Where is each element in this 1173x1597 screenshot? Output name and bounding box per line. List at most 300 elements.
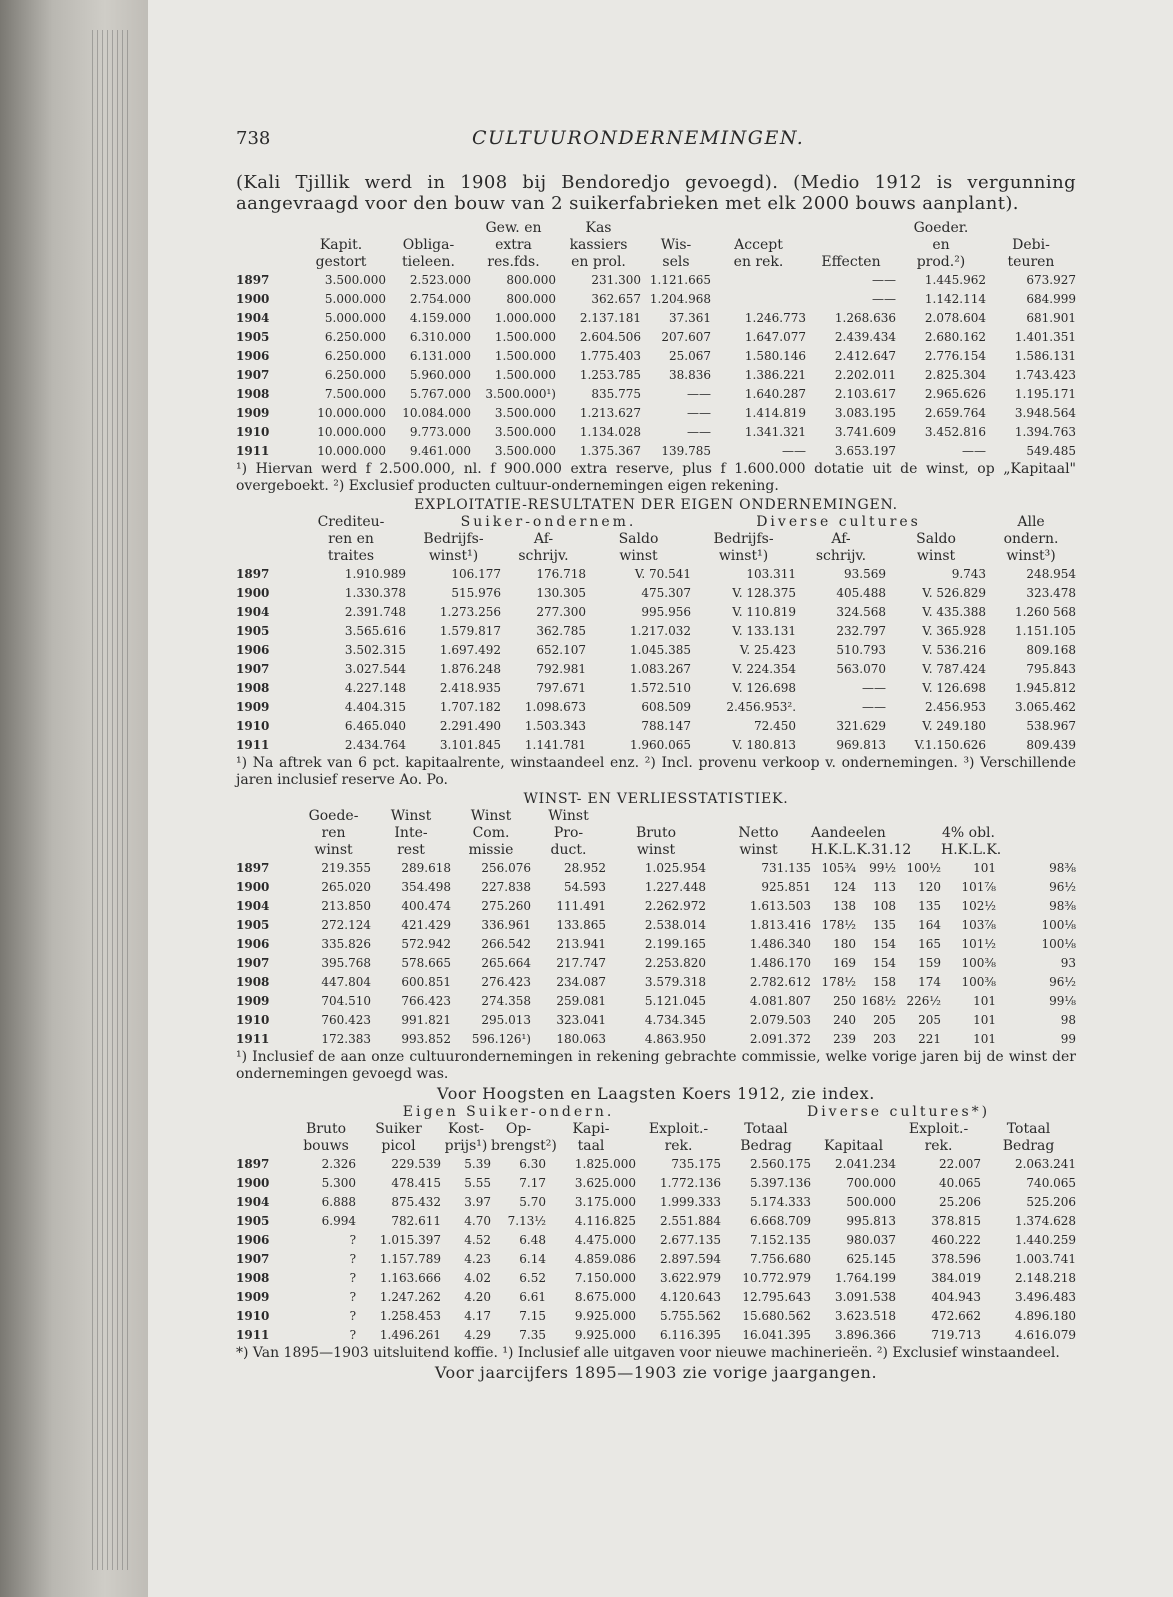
value-cell: 1.647.077 <box>744 330 806 344</box>
header-cell: Totaal <box>744 1121 788 1137</box>
value-cell: 405.488 <box>836 586 887 600</box>
sugar-cultures-table-body <box>236 1155 1076 1345</box>
table-row <box>236 641 1076 660</box>
value-cell: 324.568 <box>836 605 887 619</box>
value-cell: V. 133.131 <box>732 624 797 638</box>
value-cell: 3.496.483 <box>1014 1290 1077 1304</box>
table-row <box>236 328 1076 347</box>
table-row <box>236 622 1076 641</box>
year-cell: 1905 <box>236 624 270 638</box>
value-cell: 800.000 <box>506 292 556 306</box>
year-cell: 1906 <box>236 1233 270 1247</box>
value-cell <box>711 290 806 309</box>
exploitation-table <box>236 514 1076 755</box>
year-cell: 1904 <box>236 1195 270 1209</box>
value-cell: 101 <box>973 1032 996 1046</box>
value-cell: 735.175 <box>671 1157 722 1171</box>
value-cell: 178½ <box>821 975 856 989</box>
group-header-cell: Crediteu- <box>317 514 385 530</box>
value-cell: 1.586.131 <box>1014 349 1076 363</box>
value-cell: 28.952 <box>564 861 606 875</box>
value-cell: 1.195.171 <box>1014 387 1076 401</box>
value-cell: 1.496.261 <box>379 1328 441 1342</box>
year-cell: 1909 <box>236 1290 270 1304</box>
header-row <box>236 808 1076 825</box>
value-cell: —— <box>687 406 711 420</box>
value-cell: 38.836 <box>669 368 711 382</box>
year-cell: 1906 <box>236 349 270 363</box>
value-cell: 2.253.820 <box>644 956 706 970</box>
value-cell: 7.17 <box>519 1176 546 1190</box>
value-cell: 154 <box>873 956 896 970</box>
value-cell: 9.925.000 <box>574 1328 636 1342</box>
value-cell: 250 <box>833 994 856 1008</box>
sugar-cultures-table <box>236 1104 1076 1345</box>
value-cell: 510.793 <box>836 643 887 657</box>
value-cell: 3.500.000 <box>494 444 556 458</box>
value-cell: 113 <box>873 880 896 894</box>
header-cell: schrijv. <box>815 548 867 564</box>
table-row <box>236 584 1076 603</box>
table-row <box>236 954 1076 973</box>
value-cell: 1.503.343 <box>524 719 586 733</box>
table-row <box>236 603 1076 622</box>
header-cell: Inte- <box>394 825 428 841</box>
year-cell: 1905 <box>236 918 270 932</box>
table-row <box>236 404 1076 423</box>
header-cell: ondern. <box>1003 531 1059 547</box>
header-cell: Aandeelen <box>811 825 886 841</box>
value-cell: V. 126.698 <box>922 681 987 695</box>
running-title: CULTUURONDERNEMINGEN. <box>472 127 805 149</box>
value-cell: 111.491 <box>556 899 606 913</box>
header-cell: winst <box>739 842 778 858</box>
header-cell: Exploit.- <box>908 1121 969 1137</box>
value-cell: 4.227.148 <box>344 681 406 695</box>
value-cell: 2.078.604 <box>924 311 986 325</box>
value-cell: 16.041.395 <box>742 1328 812 1342</box>
header-row <box>236 220 1076 237</box>
value-cell: 600.851 <box>401 975 451 989</box>
header-cell: prijs¹) <box>444 1138 488 1154</box>
value-cell: 7.13½ <box>507 1214 546 1228</box>
value-cell: 1.217.032 <box>629 624 692 638</box>
value-cell: —— <box>782 444 806 458</box>
value-cell: 5.767.000 <box>409 387 471 401</box>
value-cell: 1.440.259 <box>1014 1233 1077 1247</box>
value-cell: 4.120.643 <box>659 1290 722 1304</box>
value-cell: V. 526.829 <box>922 586 987 600</box>
value-cell: 6.994 <box>321 1214 356 1228</box>
value-cell: 102½ <box>961 899 996 913</box>
header-cell: winst <box>916 548 956 564</box>
value-cell: 108 <box>873 899 896 913</box>
value-cell: 100⅜ <box>961 975 996 989</box>
value-cell: 174 <box>918 975 941 989</box>
closing-note: Voor jaarcijfers 1895—1903 zie vorige jaargangen. <box>434 1363 878 1382</box>
header-cell: rest <box>397 842 425 858</box>
value-cell: 572.942 <box>401 937 451 951</box>
header-cell <box>711 220 806 237</box>
value-cell: 6.668.709 <box>749 1214 812 1228</box>
header-cell <box>606 808 706 825</box>
table-row <box>236 290 1076 309</box>
header-cell: Winst <box>470 808 512 824</box>
value-cell: 515.976 <box>451 586 501 600</box>
value-cell: 1.268.636 <box>834 311 896 325</box>
value-cell: 578.665 <box>401 956 451 970</box>
value-cell: 4.734.345 <box>644 1013 706 1027</box>
value-cell: 336.961 <box>481 918 531 932</box>
value-cell: ? <box>349 1328 356 1342</box>
value-cell: V. 25.423 <box>739 643 797 657</box>
value-cell: 1.640.287 <box>744 387 806 401</box>
header-row <box>236 825 1076 842</box>
value-cell: 274.358 <box>481 994 531 1008</box>
value-cell: 1.213.627 <box>579 406 641 420</box>
value-cell: V. 536.216 <box>922 643 987 657</box>
header-cell <box>811 808 856 825</box>
value-cell: 135 <box>918 899 941 913</box>
value-cell: 2.418.935 <box>439 681 501 695</box>
value-cell: 980.037 <box>846 1233 897 1247</box>
value-cell: 1.204.968 <box>649 292 711 306</box>
value-cell: 538.967 <box>1026 719 1077 733</box>
year-cell: 1907 <box>236 368 270 382</box>
header-cell: Kost- <box>447 1121 485 1137</box>
balance-table-header <box>236 220 1076 271</box>
value-cell: 782.611 <box>391 1214 441 1228</box>
year-cell: 1910 <box>236 1309 270 1323</box>
value-cell: 3.948.564 <box>1014 406 1076 420</box>
value-cell: 362.657 <box>591 292 641 306</box>
table-row <box>236 385 1076 404</box>
value-cell: 995.813 <box>846 1214 897 1228</box>
value-cell: 4.29 <box>464 1328 491 1342</box>
value-cell: 2.659.764 <box>924 406 986 420</box>
value-cell: 2.965.626 <box>924 387 986 401</box>
year-cell: 1900 <box>236 586 270 600</box>
value-cell: 3.452.816 <box>924 425 986 439</box>
value-cell: 12.795.643 <box>742 1290 812 1304</box>
value-cell: 400.474 <box>401 899 451 913</box>
year-cell: 1910 <box>236 1013 270 1027</box>
value-cell: 213.850 <box>321 899 371 913</box>
value-cell: 22.007 <box>939 1157 982 1171</box>
value-cell: 1.015.397 <box>379 1233 441 1247</box>
table-row <box>236 1212 1076 1231</box>
group-header-cell: Suiker-ondernem. <box>460 514 637 530</box>
header-cell: brengst²) <box>491 1138 557 1154</box>
group-header-cell <box>236 514 296 531</box>
value-cell: 205 <box>873 1013 896 1027</box>
year-cell: 1911 <box>236 1328 270 1342</box>
exploitation-table-body <box>236 565 1076 755</box>
value-cell: 205 <box>918 1013 941 1027</box>
header-cell: Bedrijfs- <box>713 531 774 547</box>
value-cell: 321.629 <box>836 719 887 733</box>
year-cell: 1897 <box>236 567 270 581</box>
value-cell: 673.927 <box>1026 273 1076 287</box>
value-cell: 700.000 <box>846 1176 897 1190</box>
value-cell: 15.680.562 <box>742 1309 812 1323</box>
value-cell: 1.045.385 <box>629 643 692 657</box>
table-row <box>236 423 1076 442</box>
value-cell: 234.087 <box>556 975 606 989</box>
header-cell: extra <box>495 237 532 253</box>
value-cell: 1.253.785 <box>579 368 641 382</box>
exploitation-table-header <box>236 514 1076 565</box>
value-cell: 207.607 <box>661 330 711 344</box>
value-cell: 158 <box>873 975 896 989</box>
balance-table-body <box>236 271 1076 461</box>
value-cell: 2.456.953². <box>726 700 797 714</box>
header-cell <box>386 220 471 237</box>
value-cell: 925.851 <box>761 880 811 894</box>
year-cell: 1905 <box>236 1214 270 1228</box>
year-cell: 1908 <box>236 975 270 989</box>
header-cell: winst³) <box>1006 548 1056 564</box>
header-cell: Totaal <box>1006 1121 1051 1137</box>
value-cell: 1.121.665 <box>649 273 711 287</box>
year-cell: 1906 <box>236 643 270 657</box>
value-cell: 354.498 <box>401 880 451 894</box>
value-cell: 259.081 <box>556 994 606 1008</box>
value-cell: ? <box>349 1233 356 1247</box>
value-cell: 4.404.315 <box>344 700 406 714</box>
value-cell: 1.247.262 <box>379 1290 441 1304</box>
table-row <box>236 271 1076 290</box>
value-cell: —— <box>687 387 711 401</box>
header-cell: teuren <box>1007 254 1055 270</box>
header-cell: H.K.L.K. <box>941 842 1002 858</box>
header-cell <box>236 220 296 237</box>
value-cell: 1.613.503 <box>749 899 811 913</box>
value-cell: 133.865 <box>556 918 606 932</box>
value-cell: 1.500.000 <box>494 349 556 363</box>
value-cell: 2.079.503 <box>749 1013 811 1027</box>
header-cell: Goeder. <box>913 220 969 236</box>
table-row <box>236 442 1076 461</box>
header-cell: Af- <box>831 531 851 547</box>
value-cell: 5.960.000 <box>409 368 471 382</box>
value-cell: 105¾ <box>821 861 856 875</box>
year-cell: 1897 <box>236 861 270 875</box>
header-cell: Com. <box>472 825 510 841</box>
value-cell: 8.675.000 <box>574 1290 636 1304</box>
value-cell: 563.070 <box>836 662 887 676</box>
value-cell: 323.478 <box>1026 586 1077 600</box>
value-cell: 991.821 <box>401 1013 451 1027</box>
value-cell: 731.135 <box>761 861 811 875</box>
value-cell: V.1.150.626 <box>914 738 987 752</box>
value-cell: 101½ <box>961 937 996 951</box>
header-cell <box>811 1121 896 1138</box>
value-cell: 797.671 <box>536 681 586 695</box>
value-cell: 2.680.162 <box>924 330 986 344</box>
table-row <box>236 916 1076 935</box>
value-cell <box>711 271 806 290</box>
header-cell: Wis- <box>660 237 692 253</box>
value-cell: 1.707.182 <box>439 700 501 714</box>
group-header-cell: Eigen Suiker-ondern. <box>402 1104 615 1120</box>
value-cell: V. 435.388 <box>922 605 987 619</box>
year-cell: 1908 <box>236 681 270 695</box>
value-cell: 1.157.789 <box>379 1252 441 1266</box>
value-cell: 362.785 <box>536 624 586 638</box>
value-cell: 120 <box>918 880 941 894</box>
value-cell: 2.439.434 <box>834 330 896 344</box>
value-cell: 378.815 <box>931 1214 982 1228</box>
index-note: Voor Hoogsten en Laagsten Koers 1912, zie index. <box>437 1084 875 1103</box>
value-cell: 10.000.000 <box>317 425 386 439</box>
table-row <box>236 679 1076 698</box>
value-cell: 1.386.221 <box>744 368 806 382</box>
value-cell: 4.896.180 <box>1014 1309 1077 1323</box>
value-cell: 1.500.000 <box>494 368 556 382</box>
year-cell: 1908 <box>236 1271 270 1285</box>
value-cell: 25.206 <box>939 1195 982 1209</box>
value-cell: 2.091.372 <box>749 1032 811 1046</box>
value-cell: 1.775.403 <box>579 349 641 363</box>
table-row <box>236 1193 1076 1212</box>
value-cell: 1.163.666 <box>379 1271 441 1285</box>
header-cell: Effecten <box>821 254 881 270</box>
value-cell: 265.020 <box>321 880 371 894</box>
value-cell: 10.000.000 <box>317 406 386 420</box>
header-cell: gestort <box>315 254 367 270</box>
value-cell: 788.147 <box>641 719 692 733</box>
value-cell: 265.664 <box>481 956 531 970</box>
header-cell: schrijv. <box>518 548 569 564</box>
value-cell: 232.797 <box>836 624 887 638</box>
header-row <box>236 531 1076 548</box>
value-cell: 1.697.492 <box>439 643 501 657</box>
value-cell: —— <box>862 700 887 714</box>
header-cell: Bruto <box>635 825 677 841</box>
header-cell: Suiker <box>375 1121 422 1137</box>
value-cell: —— <box>872 273 896 287</box>
value-cell: 384.019 <box>931 1271 982 1285</box>
value-cell: 5.70 <box>519 1195 546 1209</box>
value-cell: 180 <box>833 937 856 951</box>
value-cell: 2.604.506 <box>579 330 641 344</box>
value-cell: 10.084.000 <box>402 406 471 420</box>
value-cell: 1.330.378 <box>344 586 406 600</box>
value-cell: 25.067 <box>669 349 711 363</box>
header-cell: en <box>932 237 950 253</box>
value-cell: 98⅜ <box>1049 899 1076 913</box>
group-header-cell: Alle <box>1017 514 1045 530</box>
value-cell: 6.310.000 <box>409 330 471 344</box>
value-cell: 1.486.170 <box>749 956 811 970</box>
value-cell: 3.622.979 <box>659 1271 722 1285</box>
intro-paragraph: (Kali Tjillik werd in 1908 bij Bendoredjo gevoegd). (Medio 1912 is vergunning aangevraagd voor den bouw van 2 suikerfabrieken met elk 2000 bouws aanplant). <box>236 172 1076 214</box>
header-cell <box>996 842 1076 859</box>
value-cell: 740.065 <box>1026 1176 1077 1190</box>
value-cell: 7.500.000 <box>324 387 386 401</box>
table-row <box>236 1231 1076 1250</box>
value-cell: 2.391.748 <box>344 605 406 619</box>
value-cell: 2.538.014 <box>644 918 706 932</box>
group-header-cell: Diverse cultures*) <box>806 1104 991 1120</box>
value-cell: 1.374.628 <box>1014 1214 1077 1228</box>
value-cell: 995.956 <box>641 605 692 619</box>
value-cell: 103.311 <box>746 567 797 581</box>
year-cell: 1904 <box>236 899 270 913</box>
value-cell: 139.785 <box>661 444 711 458</box>
value-cell: 760.423 <box>321 1013 371 1027</box>
header-cell: duct. <box>550 842 587 858</box>
value-cell: 5.000.000 <box>324 292 386 306</box>
value-cell: 6.30 <box>519 1157 546 1171</box>
page-header <box>236 120 1076 150</box>
value-cell: 800.000 <box>506 273 556 287</box>
value-cell: 500.000 <box>846 1195 897 1209</box>
header-cell <box>941 808 996 825</box>
year-cell: 1910 <box>236 719 270 733</box>
value-cell: 98 <box>1060 1013 1076 1027</box>
value-cell: 835.775 <box>591 387 641 401</box>
value-cell: 4.475.000 <box>574 1233 636 1247</box>
value-cell: 2.412.647 <box>834 349 896 363</box>
table-row <box>236 366 1076 385</box>
value-cell: ? <box>349 1252 356 1266</box>
value-cell: 3.500.000 <box>324 273 386 287</box>
header-cell: bouws <box>303 1138 349 1154</box>
value-cell: 100⅛ <box>1041 937 1076 951</box>
value-cell: 2.560.175 <box>749 1157 812 1171</box>
header-cell <box>856 808 896 825</box>
year-cell: 1908 <box>236 387 270 401</box>
value-cell: 719.713 <box>931 1328 982 1342</box>
table-row <box>236 698 1076 717</box>
value-cell: 1.910.989 <box>344 567 406 581</box>
value-cell: 96½ <box>1049 880 1076 894</box>
value-cell: 795.843 <box>1026 662 1077 676</box>
page-edges <box>92 30 132 1570</box>
value-cell: 1.999.333 <box>659 1195 722 1209</box>
value-cell: 5.174.333 <box>749 1195 812 1209</box>
value-cell: 2.262.972 <box>644 899 706 913</box>
table-row <box>236 897 1076 916</box>
header-cell: Kas <box>585 220 612 236</box>
header-cell: Kapit. <box>319 237 363 253</box>
value-cell: —— <box>862 681 887 695</box>
value-cell: 2.776.154 <box>924 349 986 363</box>
header-cell: Accept <box>734 237 783 253</box>
value-cell: V. 128.375 <box>732 586 797 600</box>
header-cell: Op- <box>505 1121 532 1137</box>
header-cell: Debi- <box>1012 237 1050 253</box>
header-cell <box>996 825 1076 842</box>
value-cell: 1.500.000 <box>494 330 556 344</box>
header-cell: picol <box>381 1138 416 1154</box>
value-cell: 213.941 <box>556 937 606 951</box>
value-cell: 1.260 568 <box>1014 605 1077 619</box>
exploitation-title: EXPLOITATIE-RESULTATEN DER EIGEN ONDERNEMINGEN. <box>414 497 898 513</box>
header-cell <box>236 254 296 271</box>
header-cell: res.fds. <box>487 254 540 270</box>
year-cell: 1911 <box>236 1032 270 1046</box>
value-cell: 1.098.673 <box>524 700 586 714</box>
value-cell: 460.222 <box>931 1233 982 1247</box>
table-row <box>236 1288 1076 1307</box>
value-cell: 159 <box>918 956 941 970</box>
header-cell: 4% obl. <box>942 825 995 841</box>
header-cell: winst <box>619 548 658 564</box>
value-cell: 99⅛ <box>1049 994 1076 1008</box>
